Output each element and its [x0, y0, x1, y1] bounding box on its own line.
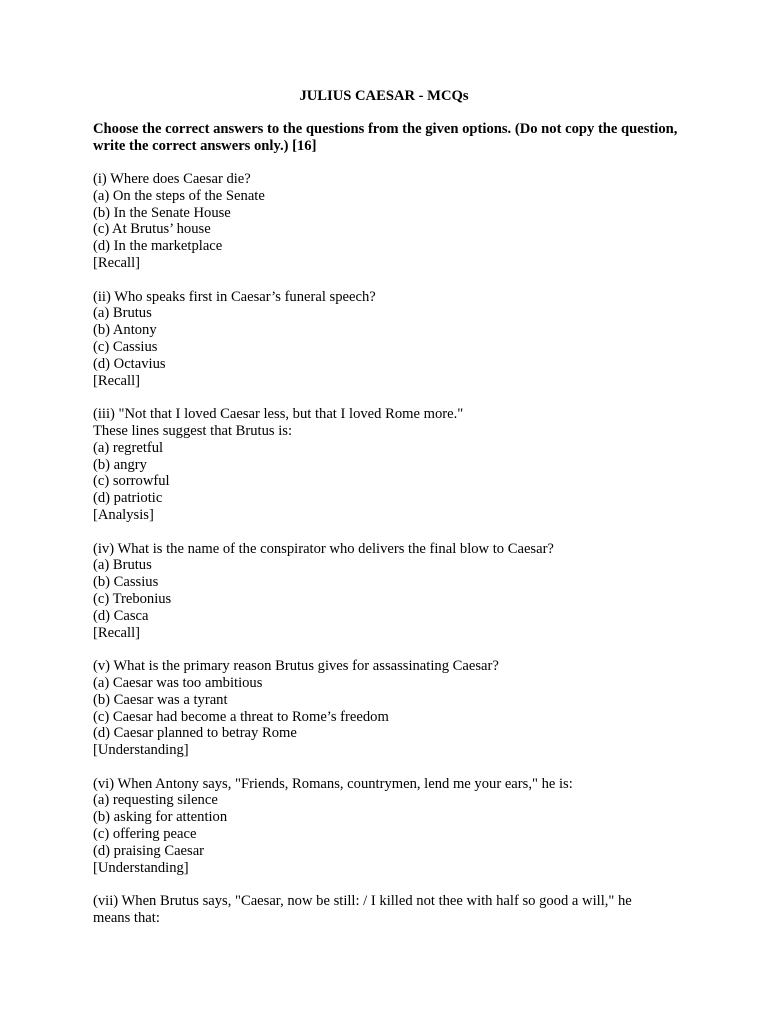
question-block: [93, 289, 693, 390]
answer-option: (c) Caesar had become a threat to Rome’s freedom: [93, 708, 389, 725]
answer-option: (b) In the Senate House: [93, 204, 231, 221]
question-text: means that:: [93, 910, 160, 927]
question-level-tag: [Analysis]: [93, 506, 154, 523]
answer-option: (a) requesting silence: [93, 792, 218, 809]
question-text: (iv) What is the name of the conspirator who delivers the final blow to Caesar?: [93, 540, 554, 557]
answer-option: (d) Casca: [93, 607, 149, 624]
answer-option: (a) Brutus: [93, 305, 152, 322]
question-block: [93, 658, 693, 759]
answer-option: (c) sorrowful: [93, 473, 170, 490]
question-text: (v) What is the primary reason Brutus gives for assassinating Caesar?: [93, 658, 499, 675]
question-text: (vi) When Antony says, "Friends, Romans, countrymen, lend me your ears," he is:: [93, 775, 573, 792]
answer-option: (d) Octavius: [93, 355, 166, 372]
answer-option: (d) In the marketplace: [93, 238, 223, 255]
answer-option: (c) Trebonius: [93, 590, 172, 607]
answer-option: (c) offering peace: [93, 826, 197, 843]
answer-option: (b) Caesar was a tyrant: [93, 691, 228, 708]
question-block: [93, 776, 693, 877]
answer-option: (d) praising Caesar: [93, 842, 205, 859]
question-text: (ii) Who speaks first in Caesar’s funeral speech?: [93, 288, 376, 305]
answer-option: (c) At Brutus’ house: [93, 221, 211, 238]
question-block: [93, 541, 693, 642]
question-text: (i) Where does Caesar die?: [93, 171, 251, 187]
answer-option: (d) patriotic: [93, 490, 163, 507]
questions-list: [93, 171, 693, 944]
answer-option: (a) On the steps of the Senate: [93, 187, 265, 204]
instructions-text: Choose the correct answers to the questions from the given options. (Do not copy the question, write the correct answers only.) [16]: [93, 121, 678, 154]
answer-option: (b) angry: [93, 456, 147, 473]
question-block: [93, 171, 693, 272]
page-title: JULIUS CAESAR - MCQs: [299, 88, 469, 104]
answer-option: (a) regretful: [93, 439, 164, 456]
question-block: [93, 893, 693, 927]
answer-option: (a) Brutus: [93, 557, 152, 574]
answer-option: (b) Cassius: [93, 574, 159, 591]
question-text: (iii) "Not that I loved Caesar less, but that I loved Rome more.": [93, 406, 464, 423]
answer-option: (d) Caesar planned to betray Rome: [93, 725, 297, 742]
question-level-tag: [Recall]: [93, 372, 140, 389]
question-level-tag: [Recall]: [93, 254, 140, 271]
question-text: (vii) When Brutus says, "Caesar, now be still: / I killed not thee with half so good a will," he: [93, 893, 632, 910]
question-level-tag: [Understanding]: [93, 859, 189, 876]
question-level-tag: [Recall]: [93, 624, 140, 641]
answer-option: (b) Antony: [93, 322, 157, 339]
question-text: These lines suggest that Brutus is:: [93, 422, 293, 439]
answer-option: (b) asking for attention: [93, 809, 228, 826]
question-level-tag: [Understanding]: [93, 742, 189, 759]
question-block: [93, 406, 693, 524]
answer-option: (a) Caesar was too ambitious: [93, 674, 263, 691]
answer-option: (c) Cassius: [93, 338, 158, 355]
